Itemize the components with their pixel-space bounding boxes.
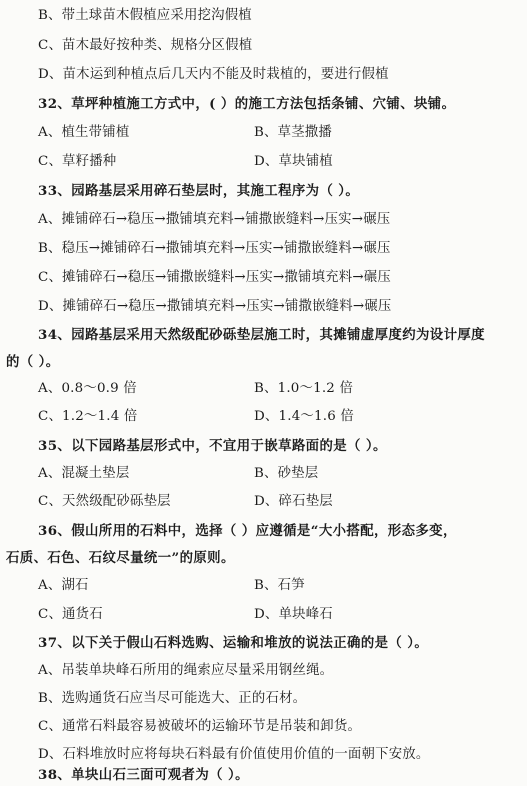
option-b: B、草茎撒播: [254, 125, 332, 140]
option-b: B、砂垫层: [254, 466, 319, 481]
option-a: A、湖石: [38, 578, 89, 593]
option-b: B、石笋: [254, 578, 305, 593]
option-c: C、通货石: [38, 607, 103, 622]
option-a: A、0.8～0.9 倍: [38, 381, 137, 396]
option-c: C、天然级配砂砾垫层: [38, 494, 171, 509]
option-c: C、草籽播种: [38, 154, 117, 169]
option-a: A、植生带铺植: [38, 125, 130, 140]
option-d: D、单块峰石: [254, 607, 333, 622]
option-b: B、1.0～1.2 倍: [254, 381, 354, 396]
option-a: A、混凝土垫层: [38, 466, 130, 481]
exam-page: B、带土球苗木假植应采用挖沟假植 C、苗木最好按种类、规格分区假植 D、苗木运到种植点后几天内不能及时栽植的，要进行假植 32、草坪种植施工方式中，( ）的施工方法包括条铺、穴铺、块铺。 A、植生带铺植 B、草茎撒播 C、草籽播种 D、草块铺植 33、园路基层采用碎石垫层时，其施工程序为（ ）。 A、摊铺碎石→稳压→撒铺填充料→铺撒嵌缝料→压实→碾压 B、稳压→摊铺碎石→撒铺填充料→压实→铺撒嵌缝料→碾压 C、摊铺碎石→稳压→铺撒嵌缝料→压实→撒铺填充料→碾压 D、摊铺碎石→稳压→撒铺填充料→压实→铺撒嵌缝料→碾压 34、园路基层采用天然级配砂砾垫层施工时，其摊铺虚厚度约为设计厚度 的（ ）。 A、0.8～0.9 倍 B、1.0～1.2 倍 C、1.2～1.4 倍 D、1.4～1.6 倍 35、以下园路基层形式中，不宜用于嵌草路面的是（ ）。 A、混凝土垫层 B、砂垫层 C、天然级配砂砾垫层 D、碎石垫层 36、假山所用的石料中，选择（ ）应遵循是“大小搭配，形态多变， 石质、石色、石纹尽量统一”的原则。 A、湖石 B、石笋 C、通货石 D、单块峰石 37、以下关于假山石料选购、运输和堆放的说法正确的是（ ）。 A、吊装单块峰石所用的绳索应尽量采用钢丝绳。 B、选购通货石应当尽可能选大、正的石材。 C、通常石料最容易被破坏的运输环节是吊装和卸货。 D、石料堆放时应将每块石料最有价值使用价值的一面朝下安放。 38、单块山石三面可观者为（ ）。: [6, 8, 485, 783]
option-d: D、碎石垫层: [254, 494, 333, 509]
option-c: C、1.2～1.4 倍: [38, 409, 138, 424]
option-d: D、草块铺植: [254, 154, 333, 169]
option-d: D、1.4～1.6 倍: [254, 409, 354, 424]
